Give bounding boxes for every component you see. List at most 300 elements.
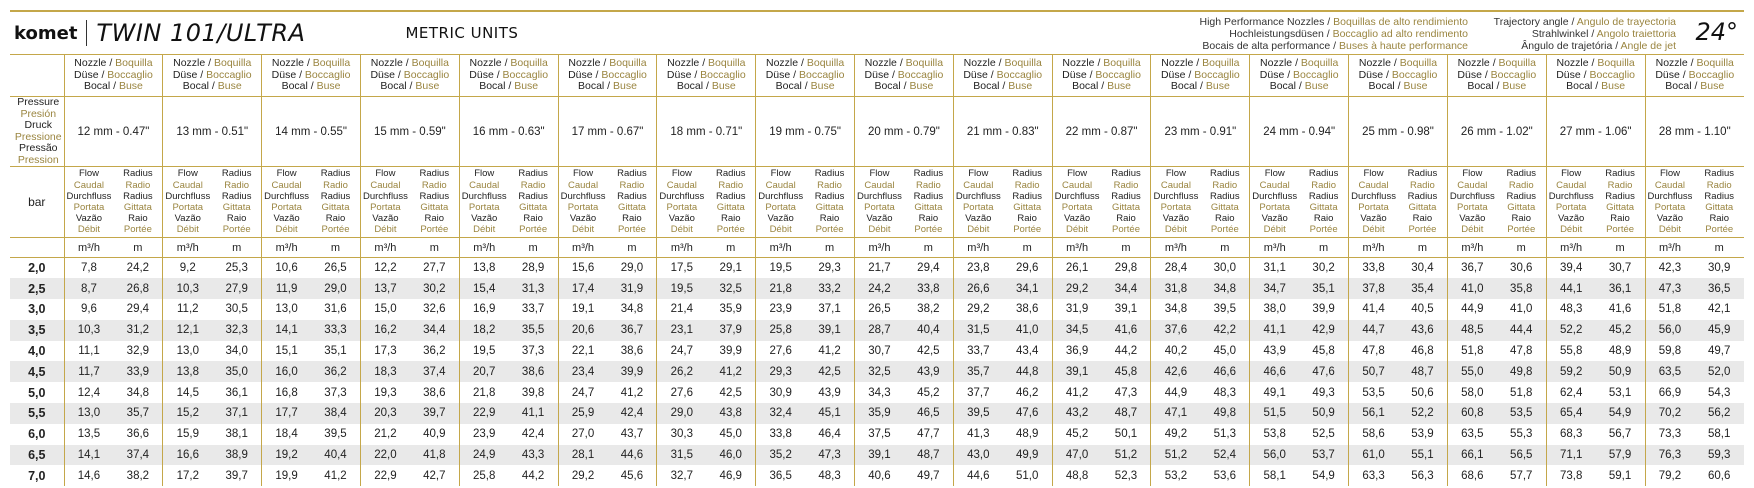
trajectory-secondary: Angulo de trayectoria [1576, 16, 1676, 28]
radius-value: 52,3 [1114, 469, 1138, 482]
radius-value: 46,4 [818, 428, 841, 441]
nozzle-label-primary: Bocal [578, 80, 605, 93]
radius-label-es: Radio [1410, 179, 1435, 191]
radius-value: 41,2 [706, 361, 755, 382]
radius-label-it: Gittata [519, 202, 548, 213]
radius-label-es: Radio [1014, 179, 1040, 191]
flow-value: 33,8 [756, 424, 805, 445]
nozzle-size: 21 mm - 0.83" [953, 97, 1052, 167]
radius-unit: m [706, 238, 755, 258]
radius-value: 31,2 [113, 320, 162, 341]
radius-value: 47,6 [1299, 361, 1348, 382]
flow-value: 18,3 [360, 361, 409, 382]
nozzle-label-primary: Düse [1259, 68, 1285, 81]
nozzle-label-primary: Bocal [281, 80, 308, 93]
radius-value: 24,2 [126, 262, 150, 275]
radius-value: 40,4 [904, 320, 953, 341]
nozzle-label-primary: Nozzle [1358, 57, 1391, 70]
flow-label-en: Flow [177, 168, 198, 180]
flow-value: 45,2 [1052, 424, 1101, 445]
nozzle-label-primary: Nozzle [864, 57, 897, 70]
pressure-value: 5,5 [10, 403, 64, 424]
radius-value: 46,6 [1200, 361, 1249, 382]
radius-value: 43,4 [1015, 345, 1039, 358]
flow-value: 63,3 [1349, 465, 1398, 486]
nozzle-label-primary: Bocal [479, 80, 506, 93]
radius-label-cell [1299, 167, 1348, 238]
radius-value: 47,3 [1114, 386, 1138, 399]
flow-value: 13,7 [360, 278, 409, 299]
nozzle-label-row [10, 55, 1744, 97]
flow-value: 68,6 [1447, 465, 1496, 486]
flow-unit: m³/h [163, 238, 212, 258]
nozzle-label-primary: Düse [469, 68, 494, 81]
nozzle-label-line: Düse / Boccaglio [666, 68, 746, 81]
nozzle-label-primary: Nozzle [1161, 57, 1194, 70]
flow-value: 24,2 [855, 278, 904, 299]
flow-value: 20,6 [558, 320, 607, 341]
flow-value: 28,1 [558, 445, 607, 466]
pressure-label-de: Druck [24, 119, 52, 131]
radius-value: 47,3 [805, 445, 854, 466]
radius-label-fr: Portée [1606, 224, 1635, 236]
radius-label-de: Radius [913, 190, 944, 202]
radius-value: 48,7 [1398, 361, 1447, 382]
nozzle-label-secondary: Buse [1700, 80, 1725, 93]
nozzle-label-primary: Düse [666, 68, 692, 81]
nozzle-label-primary: Bocal [380, 80, 407, 93]
flow-value: 31,9 [1052, 299, 1101, 320]
nozzle-label-secondary: Boccaglio [1194, 68, 1240, 81]
nozzle-label-secondary: Boccaglio [897, 68, 944, 81]
radius-value: 36,7 [607, 320, 656, 341]
flow-value: 40,6 [855, 465, 904, 486]
radius-label-es: Radio [520, 179, 546, 191]
nozzle-label-cell [360, 55, 459, 97]
flow-unit: m³/h [558, 238, 607, 258]
pressure-value: 3,0 [28, 302, 46, 317]
flow-value: 41,1 [1250, 320, 1299, 341]
radius-label-en: Radius [1605, 168, 1635, 180]
flow-unit: m³/h [459, 238, 508, 258]
radius-value: 45,0 [1213, 345, 1236, 358]
radius-label-es: Radio [224, 179, 250, 191]
nozzle-size: 15 mm - 0.59" [360, 97, 459, 167]
radius-value: 50,6 [1411, 386, 1434, 399]
radius-value: 53,7 [1299, 445, 1348, 466]
nozzle-label-secondary: Boquilla [1498, 57, 1536, 70]
nozzle-label-secondary: Boccaglio [1293, 68, 1339, 81]
flow-label-de: Durchfluss [1351, 190, 1396, 202]
units-label: METRIC UNITS [405, 24, 519, 42]
flow-value: 26,2 [657, 361, 706, 382]
radius-value: 35,7 [113, 403, 162, 424]
nozzle-label-line: Nozzle / Boquilla [1062, 57, 1141, 70]
radius-label-de: Radius [814, 190, 845, 202]
flow-value: 36,7 [1447, 258, 1496, 279]
radius-value: 38,9 [212, 445, 261, 466]
flow-value: 22,9 [360, 465, 409, 486]
radius-value: 36,2 [311, 361, 360, 382]
flow-value: 70,2 [1645, 403, 1694, 424]
flow-value: 35,2 [756, 445, 805, 466]
nozzle-label-secondary: Boquilla [411, 57, 449, 70]
radius-value: 39,7 [225, 469, 248, 482]
nozzle-label-secondary: Boquilla [905, 57, 944, 70]
nozzle-label-primary: Bocal [1269, 80, 1296, 93]
radius-value: 50,9 [1299, 403, 1348, 424]
flow-label-fr: Débit [967, 224, 990, 236]
nozzle-label-line: Bocal / Buse [874, 80, 934, 93]
flow-value: 65,4 [1546, 403, 1595, 424]
flow-value: 16,6 [163, 445, 212, 466]
radius-value: 54,9 [1312, 469, 1335, 482]
column-label-row [10, 167, 1744, 238]
flow-value: 26,6 [953, 278, 1002, 299]
flow-label-fr: Débit [275, 224, 298, 236]
nozzle-label-line: Bocal / Buse [182, 80, 242, 93]
radius-value: 41,2 [324, 469, 347, 482]
pressure-value: 4,0 [28, 344, 46, 359]
flow-label-de: Durchfluss [66, 190, 112, 202]
nozzle-label-secondary: Boccaglio [700, 68, 746, 81]
radius-label-cell [212, 167, 261, 238]
radius-value: 43,6 [1398, 320, 1447, 341]
radius-value: 52,0 [1694, 361, 1744, 382]
flow-value: 9,6 [64, 299, 113, 320]
flow-value: 53,5 [1349, 382, 1398, 403]
flow-value: 18,2 [459, 320, 508, 341]
flow-value: 26,5 [855, 299, 904, 320]
radius-unit: m [1299, 238, 1348, 258]
nozzle-label-secondary: Buse [613, 80, 637, 93]
radius-label-cell [509, 167, 558, 238]
radius-value: 52,4 [1200, 445, 1249, 466]
unit-corner [10, 238, 64, 258]
radius-label-fr: Portée [420, 224, 449, 236]
nozzle-label-line: Bocal / Buse [380, 80, 440, 93]
radius-value: 53,6 [1213, 469, 1236, 482]
flow-label-fr: Débit [1658, 224, 1682, 236]
flow-label-en: Flow [869, 168, 890, 180]
flow-label-pt: Vazão [1162, 213, 1190, 225]
flow-value: 13,8 [459, 258, 508, 279]
radius-value: 37,9 [706, 320, 755, 341]
radius-value: 37,1 [818, 303, 841, 316]
nozzle-label-secondary: Buse [1304, 80, 1329, 93]
flow-label-es: Caudal [469, 179, 500, 191]
flow-unit: m³/h [1052, 238, 1101, 258]
flow-value: 30,7 [855, 341, 904, 362]
radius-value: 48,3 [1213, 386, 1236, 399]
nozzle-label-primary: Bocal [973, 80, 1000, 93]
flow-value: 66,1 [1447, 445, 1496, 466]
radius-value: 46,2 [1015, 386, 1039, 399]
radius-label-de: Radius [1407, 190, 1438, 202]
nozzle-label-secondary: Boccaglio [1391, 68, 1438, 81]
trajectory-angle: 24° [1695, 18, 1738, 46]
nozzle-size: 19 mm - 0.75" [756, 97, 855, 167]
flow-label-it: Portata [1457, 202, 1488, 213]
nozzle-label-cell [1250, 55, 1349, 97]
flow-label-es: Caudal [271, 179, 302, 191]
flow-value: 53,8 [1250, 424, 1299, 445]
radius-label-de: Radius [1210, 190, 1240, 202]
radius-value: 41,6 [1608, 303, 1632, 316]
flow-value: 41,0 [1447, 278, 1496, 299]
flow-label-cell [459, 167, 508, 238]
radius-label-es: Radio [1706, 179, 1732, 191]
flow-label-pt: Vazão [965, 213, 992, 225]
flow-label-de: Durchfluss [461, 190, 507, 202]
flow-value: 14,1 [64, 445, 113, 466]
radius-label-de: Radius [1012, 190, 1042, 202]
radius-label-es: Radio [718, 179, 744, 191]
flow-value: 27,0 [558, 424, 607, 445]
flow-value: 73,8 [1546, 465, 1595, 486]
radius-value: 56,7 [1608, 428, 1632, 441]
radius-value: 27,7 [423, 262, 446, 275]
radius-value: 50,1 [1114, 428, 1138, 441]
flow-label-fr: Débit [1164, 224, 1187, 236]
radius-unit: m [1497, 238, 1546, 258]
flow-value: 49,1 [1250, 382, 1299, 403]
flow-label-pt: Vazão [668, 213, 695, 225]
nozzle-label-line: Bocal / Buse [1170, 80, 1230, 93]
radius-value: 51,0 [1015, 469, 1039, 482]
radius-value: 34,8 [620, 303, 644, 316]
flow-value: 19,2 [262, 445, 311, 466]
flow-value: 21,8 [459, 382, 508, 403]
pressure-label-es: Presión [20, 107, 57, 120]
flow-value: 14,1 [262, 320, 311, 341]
flow-value: 24,7 [657, 341, 706, 362]
radius-label-es: Radio [323, 179, 348, 191]
flow-value: 9,2 [163, 258, 212, 279]
radius-label-it: Gittata [1309, 202, 1338, 213]
table-row [10, 258, 1744, 279]
header-divider [86, 20, 87, 46]
flow-label-es: Caudal [1259, 179, 1290, 191]
nozzle-label-line: Nozzle / Boquilla [1457, 57, 1536, 70]
radius-label-pt: Raio [720, 213, 741, 225]
table-row [10, 424, 1744, 445]
radius-value: 39,5 [324, 428, 347, 441]
nozzle-label-line: Bocal / Buse [1269, 80, 1329, 93]
flow-value: 11,1 [64, 341, 113, 362]
radius-value: 37,4 [113, 445, 162, 466]
radius-label-de: Radius [715, 190, 746, 202]
flow-value: 40,2 [1151, 341, 1200, 362]
nozzle-label-cell [1546, 55, 1645, 97]
nozzle-label-primary: Düse [172, 68, 198, 81]
pressure-label-cell [10, 97, 64, 167]
flow-value: 31,1 [1250, 258, 1299, 279]
radius-value: 35,9 [719, 303, 742, 316]
radius-value: 39,1 [1114, 303, 1138, 316]
radius-value: 31,6 [324, 303, 347, 316]
flow-value: 49,2 [1151, 424, 1200, 445]
flow-value: 16,2 [360, 320, 409, 341]
flow-label-it: Portata [1061, 202, 1093, 213]
nozzle-label-secondary: Boquilla [510, 57, 548, 70]
nozzle-size-row [10, 97, 1744, 167]
flow-unit: m³/h [360, 238, 409, 258]
radius-value: 51,3 [1213, 428, 1236, 441]
radius-label-de: Radius [419, 190, 450, 202]
nozzle-label-primary: Nozzle [74, 57, 107, 70]
flow-value: 22,9 [459, 403, 508, 424]
radius-value: 50,9 [1596, 361, 1645, 382]
radius-value: 32,6 [423, 303, 446, 316]
radius-value: 49,8 [1200, 403, 1249, 424]
radius-label-en: Radius [1012, 168, 1042, 180]
radius-value: 38,2 [917, 303, 940, 316]
flow-value: 27,6 [657, 382, 706, 403]
radius-label-cell [1003, 167, 1052, 238]
nozzle-size: 13 mm - 0.51" [163, 97, 262, 167]
nozzle-label-line: Nozzle / Boquilla [667, 57, 746, 70]
nozzle-label-secondary: Boccaglio [206, 68, 252, 81]
radius-label-it: Gittata [1112, 202, 1140, 213]
nozzle-label-line: Nozzle / Boquilla [864, 57, 944, 70]
flow-value: 12,2 [360, 258, 409, 279]
radius-value: 31,9 [607, 278, 656, 299]
nozzle-label-line: Nozzle / Boquilla [1556, 57, 1635, 70]
flow-value: 59,8 [1645, 341, 1694, 362]
flow-value: 37,6 [1151, 320, 1200, 341]
pressure-value: 7,0 [28, 468, 46, 483]
nozzle-label-cell [953, 55, 1052, 97]
flow-value: 52,2 [1546, 320, 1595, 341]
radius-value: 38,6 [620, 345, 644, 358]
radius-label-fr: Portée [1408, 224, 1437, 236]
flow-value: 47,0 [1052, 445, 1101, 466]
nozzle-label-primary: Nozzle [1556, 57, 1589, 70]
flow-value: 39,1 [855, 445, 904, 466]
radius-value: 38,6 [1015, 303, 1039, 316]
flow-label-de: Durchfluss [560, 190, 606, 202]
flow-value: 11,7 [64, 361, 113, 382]
flow-value: 62,4 [1546, 382, 1595, 403]
flow-value: 43,0 [953, 445, 1002, 466]
flow-value: 14,6 [64, 465, 113, 486]
flow-label-it: Portata [1358, 202, 1389, 213]
radius-label-fr: Portée [222, 224, 251, 236]
table-row [10, 403, 1744, 424]
radius-value: 45,2 [1596, 320, 1645, 341]
flow-label-it: Portata [864, 202, 895, 213]
radius-label-pt: Raio [1709, 213, 1729, 225]
nozzle-size: 28 mm - 1.10" [1645, 97, 1744, 167]
flow-value: 14,5 [163, 382, 212, 403]
model-title: TWIN 101/ULTRA [96, 19, 306, 47]
flow-label-en: Flow [1264, 168, 1285, 180]
high_perf-secondary: Buses à haute performance [1339, 40, 1468, 52]
radius-value: 46,9 [719, 469, 742, 482]
flow-label-pt: Vazão [75, 213, 103, 225]
flow-value: 44,7 [1349, 320, 1398, 341]
radius-label-en: Radius [1111, 168, 1141, 180]
radius-label-cell [904, 167, 953, 238]
nozzle-label-secondary: Buse [514, 80, 539, 93]
radius-label-cell [1200, 167, 1249, 238]
nozzle-label-secondary: Boquilla [1300, 57, 1339, 70]
radius-value: 29,8 [1114, 262, 1138, 275]
flow-label-fr: Débit [769, 224, 792, 236]
flow-value: 19,1 [558, 299, 607, 320]
radius-label-fr: Portée [716, 224, 745, 236]
flow-value: 16,0 [262, 361, 311, 382]
flow-label-cell [1151, 167, 1200, 238]
flow-label-cell [262, 167, 311, 238]
unit-row [10, 238, 1744, 258]
nozzle-label-primary: Nozzle [370, 57, 403, 70]
flow-label-it: Portata [370, 202, 401, 213]
radius-value: 56,3 [1411, 469, 1434, 482]
flow-value: 41,3 [953, 424, 1002, 445]
radius-value: 41,0 [1510, 303, 1533, 316]
pressure-value: 5,0 [28, 385, 46, 400]
nozzle-label-secondary: Buse [1008, 80, 1033, 93]
pressure-value: 6,0 [28, 427, 46, 442]
trajectory-secondary: Angle de jet [1620, 40, 1676, 52]
flow-label-it: Portata [172, 202, 204, 213]
nozzle-label-secondary: Buse [316, 80, 341, 93]
flow-value: 29,2 [1052, 278, 1101, 299]
flow-value: 23,9 [459, 424, 508, 445]
flow-value: 73,3 [1645, 424, 1694, 445]
flow-value: 56,0 [1250, 445, 1299, 466]
flow-value: 48,8 [1052, 465, 1101, 486]
radius-label-pt: Raio [325, 213, 346, 225]
flow-label-fr: Débit [1066, 224, 1089, 236]
flow-value: 12,1 [163, 320, 212, 341]
radius-value: 29,4 [917, 262, 940, 275]
radius-value: 48,7 [1102, 403, 1151, 424]
nozzle-label-line: Düse / Boccaglio [1556, 68, 1636, 81]
nozzle-label-line: Bocal / Buse [83, 80, 143, 93]
radius-value: 44,4 [1497, 320, 1546, 341]
flow-label-it: Portata [1555, 202, 1587, 213]
radius-value: 26,5 [324, 262, 347, 275]
flow-label-de: Durchfluss [857, 190, 902, 202]
flow-value: 28,7 [855, 320, 904, 341]
flow-label-en: Flow [1462, 168, 1483, 180]
nozzle-label-secondary: Boquilla [213, 57, 252, 70]
nozzle-label-line: Bocal / Buse [1072, 80, 1132, 93]
radius-value: 51,8 [1510, 386, 1533, 399]
flow-value: 13,8 [163, 361, 212, 382]
flow-value: 29,2 [558, 465, 607, 486]
radius-label-es: Radio [817, 179, 842, 191]
brand-logo: komet [14, 22, 78, 44]
flow-label-en: Flow [1165, 168, 1186, 180]
radius-value: 49,7 [1708, 345, 1731, 358]
flow-label-es: Caudal [73, 179, 105, 191]
radius-value: 30,2 [1312, 262, 1335, 275]
nozzle-size: 16 mm - 0.63" [459, 97, 558, 167]
radius-value: 44,2 [521, 469, 545, 482]
nozzle-label-cell [262, 55, 361, 97]
radius-value: 36,1 [1596, 278, 1645, 299]
flow-value: 23,8 [953, 258, 1002, 279]
radius-value: 44,6 [607, 445, 656, 466]
flow-label-cell [1645, 167, 1694, 238]
nozzle-label-line: Nozzle / Boquilla [173, 57, 252, 70]
flow-value: 43,9 [1250, 341, 1299, 362]
radius-label-de: Radius [617, 190, 647, 202]
